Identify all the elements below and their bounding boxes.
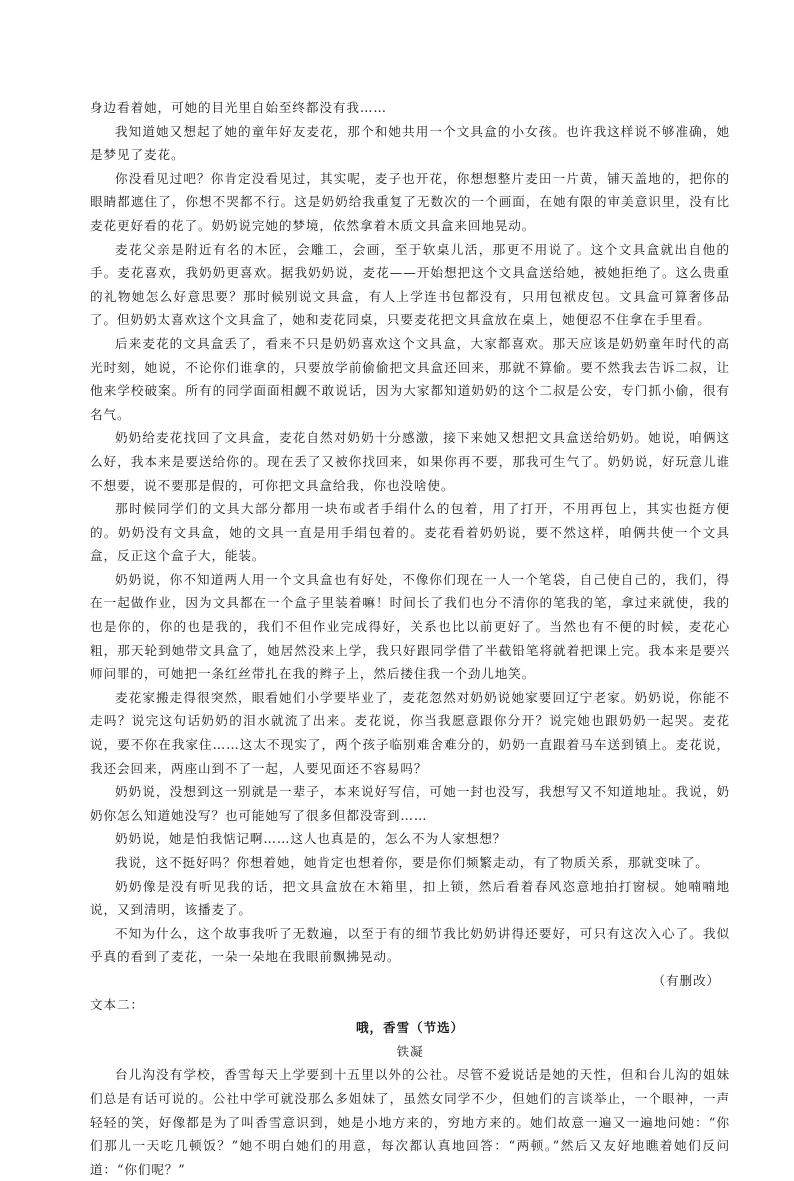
- paragraph: 奶奶说，她是怕我惦记啊……这人也真是的，怎么不为人家想想？: [115, 831, 507, 847]
- paragraph: 身边看着她，可她的目光里自始至终都没有我……: [90, 100, 387, 115]
- paragraph: 台儿沟没有学校，香雪每天上学要到十五里以外的公社。尽管不爱说话是她的天性，但和台儿沟的姐妹们总是有话可说的。公社中学可就没那么多姐妹了，虽然女同学不少，但她们的言谈举止，一个眼神，一声轻轻的笑，好像都是为了叫香雪意识到，她是小地方来的，穷地方来的。她们故意一遍又一遍地问她：“你们那儿一天吃几顿饭？”她不明白她们的用意，每次都认真地回答：“两顿。”然后又友好地瞧着她们反问道：“你们呢？”: [90, 1067, 730, 1177]
- story-title: 哦，香雪（节选）: [356, 1020, 464, 1036]
- paragraph: 不知为什么，这个故事我听了无数遍，以至于有的细节我比奶奶讲得还要好，可只有这次入心了。我似乎真的看到了麦花，一朵一朵地在我眼前飘拂晃动。: [90, 925, 730, 965]
- paragraph: 奶奶给麦花找回了文具盒，麦花自然对奶奶十分感激，接下来她又想把文具盒送给奶奶。她说，咱俩这么好，我本来是要送给你的。现在丢了又被你找回来，如果你再不要，那我可生气了。奶奶说，好玩意儿谁不想要，说不要那是假的，可你把文具盒给我，你也没啥使。: [90, 430, 730, 493]
- paragraph: 后来麦花的文具盒丢了，看来不只是奶奶喜欢这个文具盒，大家都喜欢。那天应该是奶奶童年时代的高光时刻，她说，不论你们谁拿的，只要放学前偷偷把文具盒还回来，那就不算偷。要不然我去告诉二叔，让他来学校破案。所有的同学面面相觑不敢说话，因为大家都知道奶奶的这个二叔是公安，专门抓小偷，很有名气。: [90, 335, 730, 422]
- paragraph: 奶奶像是没有听见我的话，把文具盒放在木箱里，扣上锁，然后看着春风恣意地拍打窗棂。她喃喃地说，又到清明，该播麦了。: [90, 878, 730, 918]
- document-body: [90, 96, 730, 1181]
- paragraph: 麦花家搬走得很突然，眼看她们小学要毕业了，麦花忽然对奶奶说她家要回辽宁老家。奶奶说，你能不走吗？说完这句话奶奶的泪水就流了出来。麦花说，你当我愿意跟你分开？说完她也跟奶奶一起哭。麦花说，要不你在我家住……这太不现实了，两个孩子临别难舍难分的，奶奶一直跟着马车送到镇上。麦花说，我还会回来，两座山到不了一起，人要见面还不容易吗？: [90, 689, 730, 776]
- paragraph: 你没看见过吧？你肯定没看见过，其实呢，麦子也开花，你想想整片麦田一片黄，铺天盖地的，把你的眼睛都遮住了，你想不哭都不行。这是奶奶给我重复了无数次的一个画面，在她有限的审美意识里，没有比麦花更好看的花了。奶奶说完她的梦境，依然拿着木质文具盒来回地晃动。: [90, 170, 730, 233]
- section-label: 文本二：: [90, 996, 144, 1012]
- paragraph: 那时候同学们的文具大部分都用一块布或者手绢什么的包着，用了打开，不用再包上，其实也挺方便的。奶奶没有文具盒，她的文具一直是用手绢包着的。麦花看着奶奶说，要不然这样，咱俩共使一个文具盒，反正这个盒子大，能装。: [90, 501, 730, 564]
- story-author: 铁凝: [396, 1043, 424, 1059]
- paragraph: 奶奶说，没想到这一别就是一辈子，本来说好写信，可她一封也没写，我想写又不知道地址。我说，奶奶你怎么知道她没写？也可能她写了很多但都没寄到……: [90, 784, 730, 823]
- abridged-note: （有删改）: [652, 972, 720, 988]
- paragraph: 我知道她又想起了她的童年好友麦花，那个和她共用一个文具盒的小女孩。也许我这样说不够准确，她是梦见了麦花。: [90, 123, 730, 163]
- paragraph: 麦花父亲是附近有名的木匠，会雕工，会画，至于软桌儿活，那更不用说了。这个文具盒就出自他的手。麦花喜欢，我奶奶更喜欢。据我奶奶说，麦花——开始想把这个文具盒送给她，被她拒绝了。这么贵重的礼物她怎么好意思要？那时候别说文具盒，有人上学连书包都没有，只用包袱皮包。文具盒可算奢侈品了。但奶奶太喜欢这个文具盒了，她和麦花同桌，只要麦花把文具盒放在桌上，她便忍不住拿在手里看。: [90, 241, 730, 328]
- paragraph: 我说，这不挺好吗？你想着她，她肯定也想着你，要是你们频繁走动，有了物质关系，那就变味了。: [115, 855, 709, 870]
- paragraph: 奶奶说，你不知道两人用一个文具盒也有好处，不像你们现在一人一个笔袋，自己使自己的，我们，得在一起做作业，因为文具都在一个盒子里装着嘛！时间长了我们也分不清你的笔我的笔，拿过来就使，我的也是你的，你的也是我的，我们不但作业完成得好，关系也比以前更好了。当然也有不便的时候，麦花心粗，那天轮到她带文具盒了，她居然没来上学，我只好跟同学借了半截铅笔将就着把课上完。我本来是要兴师问罪的，可她把一条红丝带扎在我的辫子上，然后搂住我一个劲儿地笑。: [90, 571, 730, 682]
